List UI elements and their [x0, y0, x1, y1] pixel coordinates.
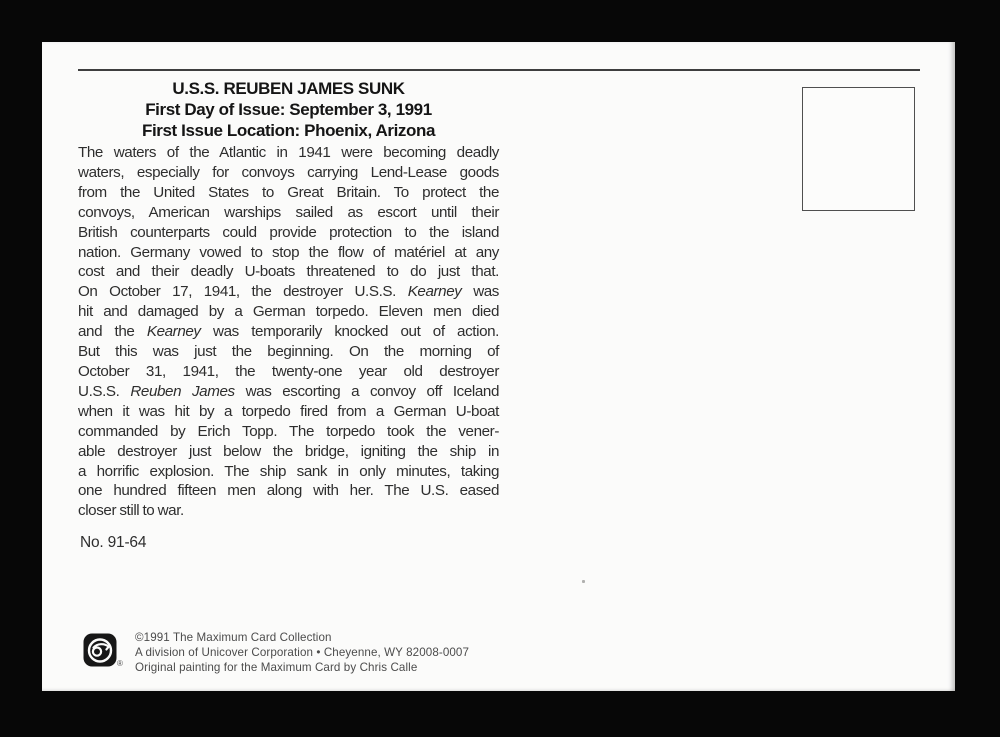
body-line: one hundred fifteen men along with her. The U.S. eased: [78, 482, 499, 500]
body-line: and the Kearney was temporarily knocked out of action.: [78, 323, 499, 341]
body-line: commanded by Erich Topp. The torpedo took the vener-: [78, 422, 499, 440]
card-number: No. 91-64: [80, 534, 147, 551]
unicover-posthorn-logo-icon: [83, 633, 123, 673]
stamp-box: [802, 87, 915, 211]
body-line: U.S.S. Reuben James was escorting a convoy off Iceland: [78, 382, 499, 400]
body-line: nation. Germany vowed to stop the flow of matériel at any: [78, 243, 499, 261]
description-paragraph: [78, 143, 499, 521]
card-title: U.S.S. REUBEN JAMES SUNK: [172, 79, 405, 98]
body-line: British counterparts could provide protection to the island: [78, 223, 499, 241]
first-issue-location-line: First Issue Location: Phoenix, Arizona: [141, 121, 436, 140]
first-day-of-issue-line: First Day of Issue: September 3, 1991: [145, 100, 432, 119]
card-heading: [78, 78, 499, 141]
publisher-line: ©1991 The Maximum Card Collection: [135, 631, 332, 644]
body-line: But this was just the beginning. On the morning of: [78, 343, 499, 361]
body-line: from the United States to Great Britain. To protect the: [78, 183, 499, 201]
scan-speck: [582, 580, 585, 583]
top-divider-rule: [78, 69, 920, 71]
body-line: when it was hit by a torpedo fired from a German U-boat: [78, 402, 499, 420]
body-line: October 31, 1941, the twenty-one year old destroyer: [78, 362, 499, 380]
publisher-info: [135, 630, 469, 676]
body-line: a horrific explosion. The ship sank in only minutes, taking: [78, 462, 499, 480]
body-line: On October 17, 1941, the destroyer U.S.S. Kearney was: [78, 283, 500, 301]
postcard-back: [42, 42, 955, 691]
body-line: waters, especially for convoys carrying Lend-Lease goods: [78, 163, 499, 181]
body-line: closer still to war.: [78, 502, 184, 520]
registered-trademark-symbol: ®: [117, 659, 123, 668]
body-line: cost and their deadly U-boats threatened to do just that.: [78, 263, 499, 281]
posthorn-icon: [83, 633, 117, 667]
publisher-line: A division of Unicover Corporation • Cheyenne, WY 82008-0007: [135, 646, 470, 660]
body-line: hit and damaged by a German torpedo. Eleven men died: [78, 303, 499, 321]
body-line: convoys, American warships sailed as escort until their: [78, 203, 499, 221]
body-line: able destroyer just below the bridge, igniting the ship in: [78, 442, 499, 460]
body-line: The waters of the Atlantic in 1941 were becoming deadly: [78, 144, 499, 161]
publisher-line: Original painting for the Maximum Card by Chris Calle: [135, 661, 418, 675]
